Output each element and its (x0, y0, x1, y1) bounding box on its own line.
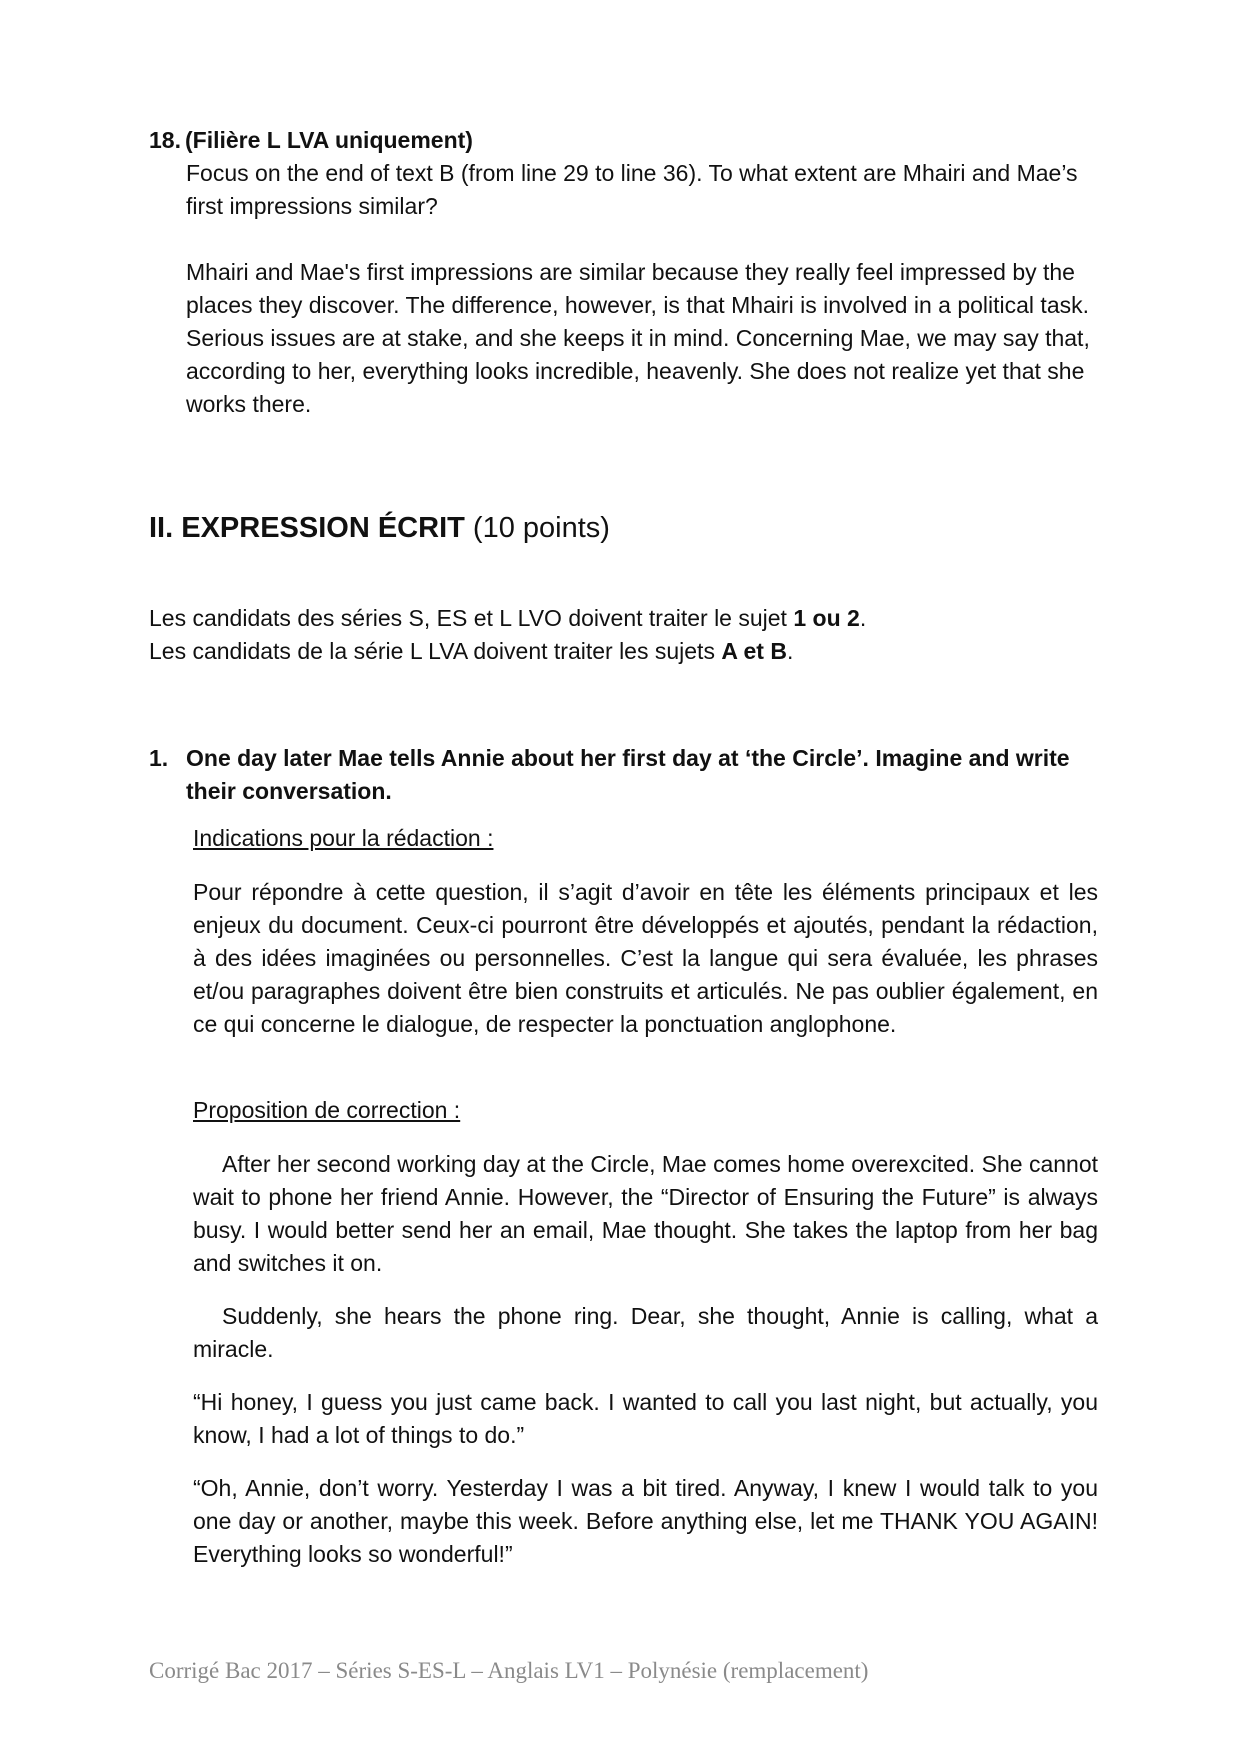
question-number: 18. (149, 127, 181, 153)
instruction-1-end: . (859, 605, 867, 631)
subject-title: One day later Mae tells Annie about her first day at ‘the Circle’. Imagine and write their conversation. (186, 745, 1070, 804)
proposition-paragraph-2 (193, 1300, 1098, 1366)
instruction-2-end: . (786, 638, 794, 664)
proposition-heading (193, 1094, 1098, 1127)
instruction-1-bold: 1 ou 2 (793, 605, 860, 631)
paragraph-text: “Oh, Annie, don’t worry. Yesterday I was a bit tired. Anyway, I knew I would talk to you one day or another, maybe this week. Before anything else, let me THANK YOU AGAIN! Everything looks so wonderful!” (193, 1475, 1098, 1567)
indications-paragraph: Pour répondre à cette question, il s’agit d’avoir en tête les éléments principaux et les enjeux du document. Ceux-ci pourront être développés et ajoutés, pendant la rédaction, à des idées imaginées ou personnelles. C’est la langue qui sera évaluée, les phrases et/ou paragraphes doivent être bien construits et articulés. Ne pas oublier également, en ce qui concerne le dialogue, de respecter la ponctuation anglophone. (193, 879, 1098, 1037)
instruction-line-1 (149, 602, 1129, 635)
paragraph-text: “Hi honey, I guess you just came back. I wanted to call you last night, but actually, you know, I had a lot of things to do.” (193, 1389, 1098, 1448)
paragraph-text: After her second working day at the Circle, Mae comes home overexcited. She cannot wait to phone her friend Annie. However, the “Director of Ensuring the Future” is always busy. I would better send her an email, Mae thought. She takes the laptop from her bag and switches it on. (193, 1151, 1098, 1276)
instruction-2-text: Les candidats de la série L LVA doivent traiter les sujets (149, 638, 722, 664)
proposition-paragraph-1 (193, 1148, 1098, 1280)
page-footer: Corrigé Bac 2017 – Séries S-ES-L – Anglais LV1 – Polynésie (remplacement) (149, 1658, 869, 1683)
section-title-bold: II. EXPRESSION ÉCRIT (149, 512, 465, 544)
subject-number: 1. (149, 745, 169, 771)
question-18-body (186, 157, 1106, 421)
proposition-heading-text: Proposition de correction : (193, 1097, 461, 1123)
question-prompt: Focus on the end of text B (from line 29 to line 36). To what extent are Mhairi and Mae’s first impressions similar? (186, 160, 1078, 219)
instruction-1-text: Les candidats des séries S, ES et L LVO doivent traiter le sujet (149, 605, 794, 631)
proposition-paragraph-4 (193, 1472, 1098, 1571)
instruction-line-2 (149, 635, 1129, 668)
question-title: (Filière L LVA uniquement) (185, 127, 473, 153)
subject-1-title (149, 742, 1109, 808)
instructions (149, 602, 1129, 668)
indications-heading-text: Indications pour la rédaction : (193, 825, 494, 851)
question-18-header (149, 124, 473, 157)
indications-text (193, 876, 1098, 1041)
proposition-paragraph-3 (193, 1386, 1098, 1452)
section-title (149, 508, 610, 548)
indications-heading (193, 822, 1098, 855)
paragraph-text: Suddenly, she hears the phone ring. Dear, she thought, Annie is calling, what a miracle. (193, 1303, 1098, 1362)
question-answer: Mhairi and Mae's first impressions are similar because they really feel impressed by the places they discover. The difference, however, is that Mhairi is involved in a political task. Serious issues are at stake, and she keeps it in mind. Concerning Mae, we may say that, according to her, everything looks incredible, heavenly. She does not realize yet that she works there. (186, 259, 1090, 417)
section-points: (10 points) (472, 512, 610, 544)
instruction-2-bold: A et B (721, 638, 787, 664)
